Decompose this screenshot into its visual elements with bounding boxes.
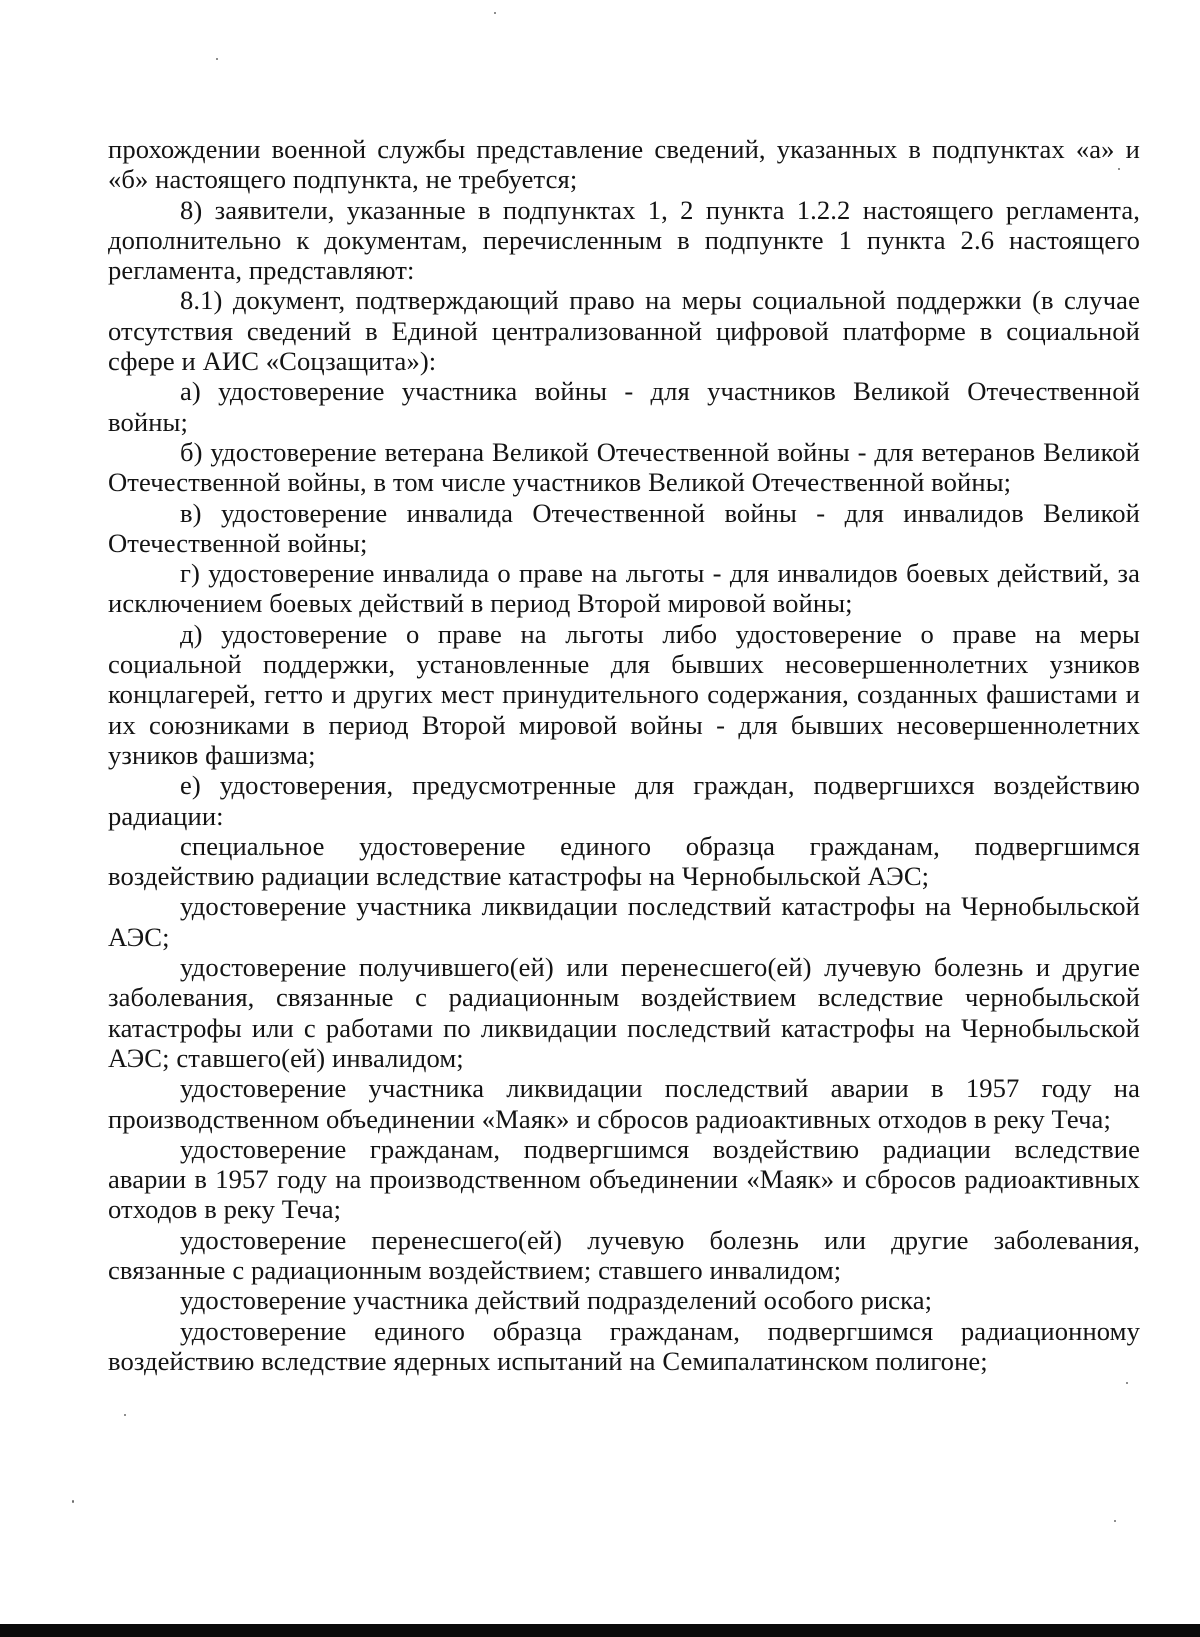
paragraph-certificate-chernobyl-liquidator: удостоверение участника ликвидации последствий катастрофы на Чернобыльской АЭС; [108,891,1140,952]
scan-speck [1114,1520,1116,1522]
paragraph-subitem-e: е) удостоверения, предусмотренные для граждан, подвергшихся воздействию радиации: [108,770,1140,831]
scan-speck [216,58,218,60]
document-body [108,134,1140,1376]
paragraph-certificate-special-risk: удостоверение участника действий подразделений особого риска; [180,1285,933,1316]
paragraph-continuation: прохождении военной службы представление сведений, указанных в подпунктах «а» и «б» настоящего подпункта, не требуется; [108,134,1140,195]
paragraph-certificate-semipalatinsk: удостоверение единого образца гражданам, подвергшимся радиационному воздействию вследствие ядерных испытаний на Семипалатинском полигоне; [108,1315,1140,1376]
paragraph-subitem-d: д) удостоверение о праве на льготы либо удостоверение о праве на меры социальной поддержки, установленные для бывших несовершеннолетних узников концлагерей, гетто и других мест принудительного содержания, созданных фашистами и их союзниками в период Второй мировой войны - для бывших несовершеннолетних узников фашизма; [108,618,1140,770]
paragraph-certificate-chernobyl-special: специальное удостоверение единого образца гражданам, подвергшимся воздействию радиации вследствие катастрофы на Чернобыльской АЭС; [108,830,1140,892]
scan-speck [72,1500,74,1503]
paragraph-certificate-mayak-exposed: удостоверение гражданам, подвергшимся воздействию радиации вследствие аварии в 1957 году на производственном объединении «Маяк» и сбросов радиоактивных отходов в реку Теча; [108,1133,1140,1225]
scan-speck [494,12,496,14]
paragraph-subitem-a: а) удостоверение участника войны - для участников Великой Отечественной войны; [108,376,1140,437]
paragraph-certificate-radiation-disease: удостоверение перенесшего(ей) лучевую болезнь или другие заболевания, связанные с радиационным воздействием; ставшего инвалидом; [108,1224,1140,1285]
scan-edge-bar [0,1624,1200,1637]
paragraph-subitem-g: г) удостоверение инвалида о праве на льготы - для инвалидов боевых действий, за исключением боевых действий в период Второй мировой войны; [108,558,1140,619]
paragraph-certificate-mayak-liquidator: удостоверение участника ликвидации последствий аварии в 1957 году на производственном объединении «Маяк» и сбросов радиоактивных отходов в реку Теча; [108,1073,1140,1134]
paragraph-item-8-1: 8.1) документ, подтверждающий право на меры социальной поддержки (в случае отсутствия сведений в Единой централизованной цифровой платформе в социальной сфере и АИС «Соцзащита»): [108,285,1140,377]
scan-speck [1126,1382,1128,1384]
scan-speck [124,1414,126,1416]
paragraph-certificate-radiation-sickness: удостоверение получившего(ей) или перенесшего(ей) лучевую болезнь и другие заболевания, связанные с радиационным воздействием вследствие чернобыльской катастрофы или с работами по ликвидации последствий катастрофы на Чернобыльской АЭС; ставшего(ей) инвалидом; [108,952,1140,1073]
paragraph-subitem-v: в) удостоверение инвалида Отечественной войны - для инвалидов Великой Отечественной войны; [108,497,1140,558]
scan-speck [1118,168,1120,170]
paragraph-subitem-b: б) удостоверение ветерана Великой Отечественной войны - для ветеранов Великой Отечественной войны, в том числе участников Великой Отечественной войны; [108,436,1140,498]
paragraph-item-8: 8) заявители, указанные в подпунктах 1, 2 пункта 1.2.2 настоящего регламента, дополнительно к документам, перечисленным в подпункте 1 пункта 2.6 настоящего регламента, представляют: [108,194,1140,286]
